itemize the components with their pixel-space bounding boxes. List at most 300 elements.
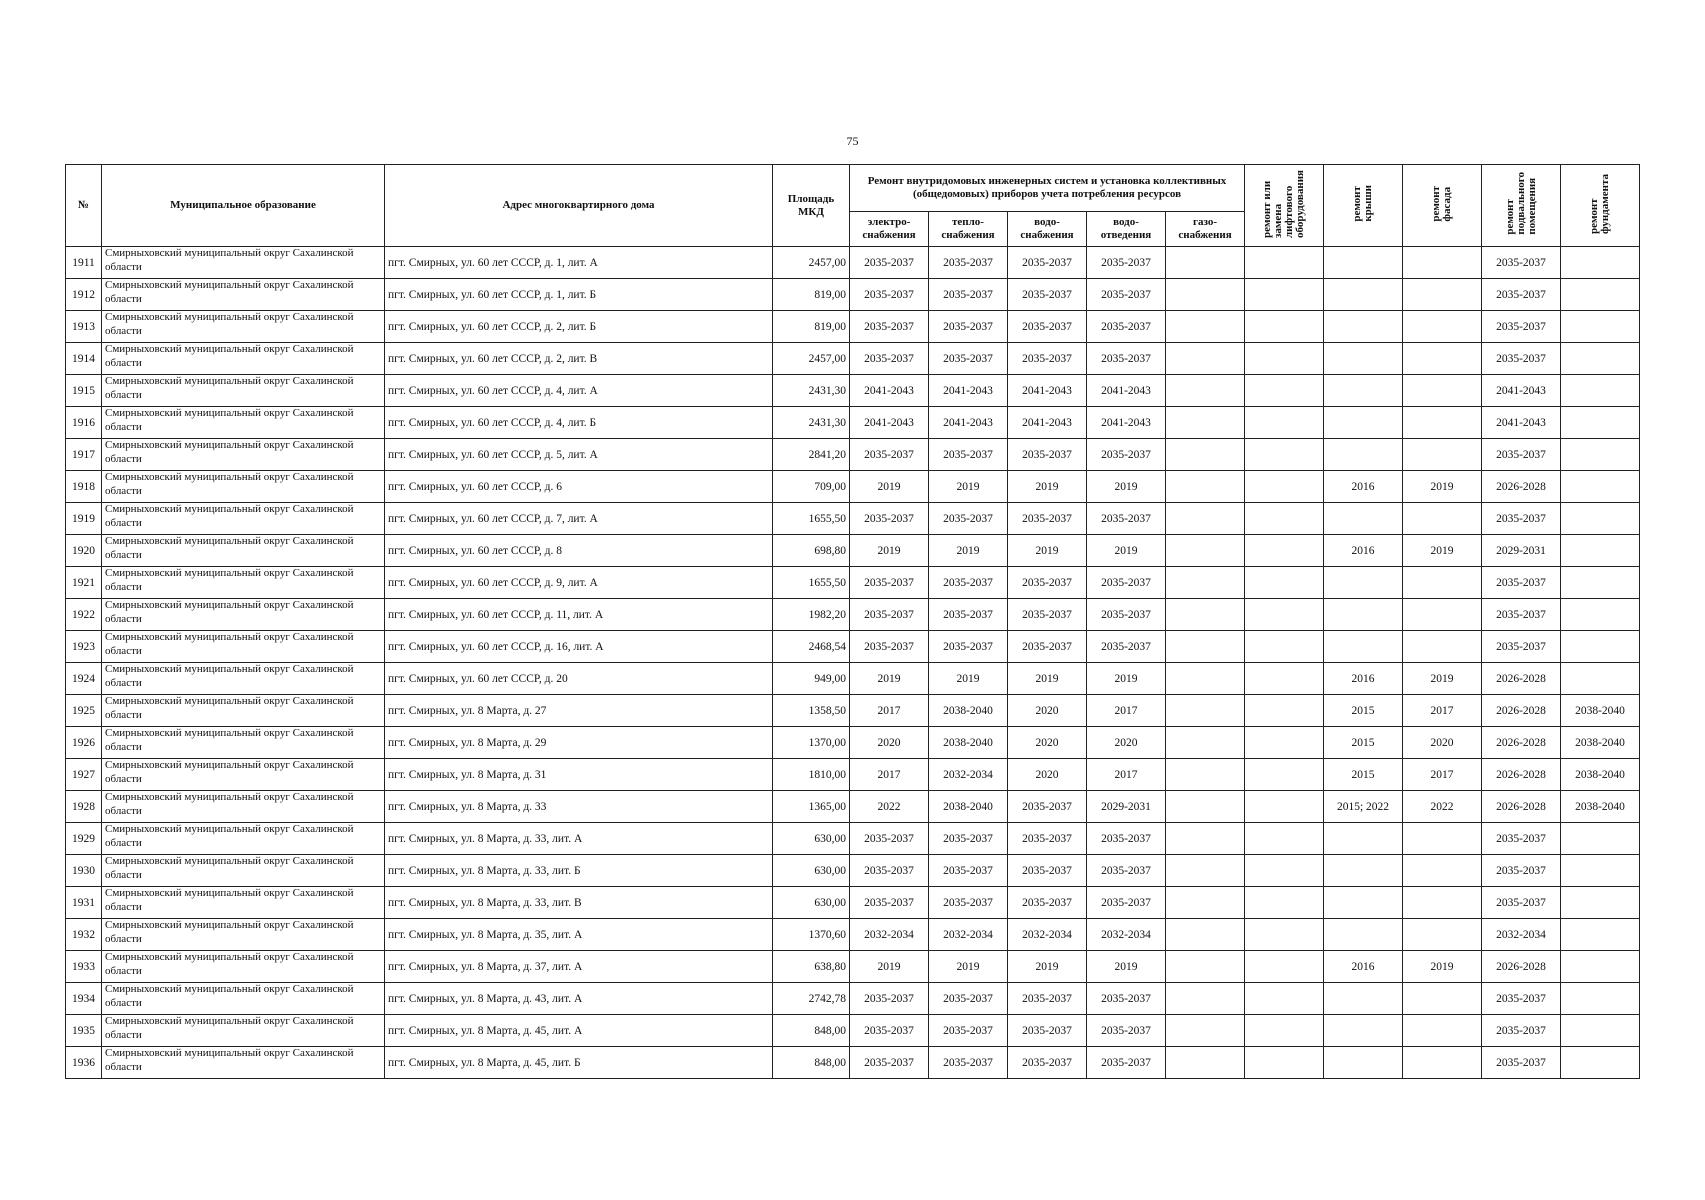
row-municipality: Смирныховский муниципальный округ Сахалинской области (102, 503, 385, 535)
row-water-supply: 2035-2037 (1008, 1047, 1087, 1079)
row-municipality: Смирныховский муниципальный округ Сахалинской области (102, 951, 385, 983)
row-municipality: Смирныховский муниципальный округ Сахалинской области (102, 311, 385, 343)
row-water-supply: 2035-2037 (1008, 855, 1087, 887)
row-basement: 2032-2034 (1482, 919, 1561, 951)
row-heating: 2041-2043 (929, 375, 1008, 407)
row-heating: 2019 (929, 471, 1008, 503)
row-water-disposal: 2035-2037 (1087, 983, 1166, 1015)
row-roof (1324, 1047, 1403, 1079)
header-water-disposal: водо-отведения (1087, 212, 1166, 247)
row-num: 1933 (66, 951, 102, 983)
row-foundation (1561, 311, 1640, 343)
row-num: 1936 (66, 1047, 102, 1079)
row-facade (1403, 279, 1482, 311)
row-basement: 2035-2037 (1482, 343, 1561, 375)
row-electricity: 2035-2037 (850, 247, 929, 279)
row-heating: 2035-2037 (929, 343, 1008, 375)
row-facade: 2019 (1403, 951, 1482, 983)
row-area: 2457,00 (773, 247, 850, 279)
row-elevator (1245, 439, 1324, 471)
row-electricity: 2035-2037 (850, 1047, 929, 1079)
row-num: 1912 (66, 279, 102, 311)
row-facade: 2017 (1403, 759, 1482, 791)
row-foundation (1561, 439, 1640, 471)
row-gas (1166, 599, 1245, 631)
row-heating: 2035-2037 (929, 311, 1008, 343)
row-water-disposal: 2035-2037 (1087, 599, 1166, 631)
repair-schedule-table (65, 164, 1640, 1079)
row-water-supply: 2019 (1008, 663, 1087, 695)
row-water-disposal: 2035-2037 (1087, 1015, 1166, 1047)
row-facade: 2019 (1403, 471, 1482, 503)
row-address: пгт. Смирных, ул. 60 лет СССР, д. 1, лит. А (385, 247, 773, 279)
row-basement: 2035-2037 (1482, 1047, 1561, 1079)
row-water-disposal: 2035-2037 (1087, 247, 1166, 279)
row-water-disposal: 2017 (1087, 759, 1166, 791)
row-gas (1166, 951, 1245, 983)
table-row (66, 311, 1640, 343)
row-heating: 2035-2037 (929, 247, 1008, 279)
row-roof: 2016 (1324, 535, 1403, 567)
row-water-supply: 2020 (1008, 759, 1087, 791)
table-row (66, 439, 1640, 471)
row-water-supply: 2035-2037 (1008, 439, 1087, 471)
row-area: 2841,20 (773, 439, 850, 471)
row-basement: 2035-2037 (1482, 599, 1561, 631)
row-facade: 2019 (1403, 535, 1482, 567)
row-basement: 2035-2037 (1482, 887, 1561, 919)
row-basement: 2035-2037 (1482, 503, 1561, 535)
row-municipality: Смирныховский муниципальный округ Сахалинской области (102, 439, 385, 471)
row-heating: 2035-2037 (929, 439, 1008, 471)
row-electricity: 2017 (850, 759, 929, 791)
row-foundation: 2038-2040 (1561, 727, 1640, 759)
row-num: 1935 (66, 1015, 102, 1047)
row-num: 1914 (66, 343, 102, 375)
row-foundation (1561, 247, 1640, 279)
row-area: 949,00 (773, 663, 850, 695)
row-address: пгт. Смирных, ул. 60 лет СССР, д. 16, лит. А (385, 631, 773, 663)
table-row (66, 503, 1640, 535)
row-basement: 2026-2028 (1482, 951, 1561, 983)
row-area: 698,80 (773, 535, 850, 567)
row-roof: 2015 (1324, 759, 1403, 791)
row-gas (1166, 471, 1245, 503)
row-address: пгт. Смирных, ул. 60 лет СССР, д. 7, лит. А (385, 503, 773, 535)
row-address: пгт. Смирных, ул. 60 лет СССР, д. 9, лит. А (385, 567, 773, 599)
row-roof (1324, 375, 1403, 407)
row-municipality: Смирныховский муниципальный округ Сахалинской области (102, 1015, 385, 1047)
page-number: 75 (846, 134, 859, 148)
row-gas (1166, 503, 1245, 535)
row-facade (1403, 887, 1482, 919)
row-municipality: Смирныховский муниципальный округ Сахалинской области (102, 535, 385, 567)
row-elevator (1245, 471, 1324, 503)
row-heating: 2035-2037 (929, 279, 1008, 311)
row-facade (1403, 823, 1482, 855)
row-basement: 2026-2028 (1482, 791, 1561, 823)
table-row (66, 823, 1640, 855)
row-municipality: Смирныховский муниципальный округ Сахалинской области (102, 407, 385, 439)
row-heating: 2032-2034 (929, 919, 1008, 951)
row-area: 1365,00 (773, 791, 850, 823)
row-water-supply: 2035-2037 (1008, 631, 1087, 663)
row-municipality: Смирныховский муниципальный округ Сахалинской области (102, 855, 385, 887)
row-gas (1166, 375, 1245, 407)
row-num: 1931 (66, 887, 102, 919)
row-facade (1403, 439, 1482, 471)
row-elevator (1245, 1015, 1324, 1047)
row-electricity: 2035-2037 (850, 311, 929, 343)
row-water-supply: 2035-2037 (1008, 311, 1087, 343)
row-address: пгт. Смирных, ул. 60 лет СССР, д. 4, лит. А (385, 375, 773, 407)
table-row (66, 727, 1640, 759)
row-electricity: 2020 (850, 727, 929, 759)
row-facade: 2020 (1403, 727, 1482, 759)
row-basement: 2035-2037 (1482, 983, 1561, 1015)
row-area: 1655,50 (773, 567, 850, 599)
row-electricity: 2022 (850, 791, 929, 823)
row-address: пгт. Смирных, ул. 8 Марта, д. 45, лит. А (385, 1015, 773, 1047)
row-elevator (1245, 535, 1324, 567)
row-num: 1924 (66, 663, 102, 695)
row-heating: 2035-2037 (929, 1047, 1008, 1079)
table-row (66, 343, 1640, 375)
row-water-supply: 2019 (1008, 951, 1087, 983)
row-municipality: Смирныховский муниципальный округ Сахалинской области (102, 727, 385, 759)
row-area: 819,00 (773, 279, 850, 311)
table-row (66, 663, 1640, 695)
row-basement: 2035-2037 (1482, 311, 1561, 343)
row-elevator (1245, 951, 1324, 983)
row-gas (1166, 759, 1245, 791)
row-municipality: Смирныховский муниципальный округ Сахалинской области (102, 1047, 385, 1079)
row-water-disposal: 2032-2034 (1087, 919, 1166, 951)
row-municipality: Смирныховский муниципальный округ Сахалинской области (102, 599, 385, 631)
row-area: 638,80 (773, 951, 850, 983)
row-area: 848,00 (773, 1047, 850, 1079)
row-heating: 2035-2037 (929, 823, 1008, 855)
row-area: 1982,20 (773, 599, 850, 631)
table-row (66, 887, 1640, 919)
row-municipality: Смирныховский муниципальный округ Сахалинской области (102, 247, 385, 279)
row-facade (1403, 631, 1482, 663)
table-row (66, 599, 1640, 631)
row-electricity: 2035-2037 (850, 343, 929, 375)
row-electricity: 2035-2037 (850, 855, 929, 887)
row-foundation (1561, 919, 1640, 951)
row-elevator (1245, 663, 1324, 695)
row-foundation (1561, 471, 1640, 503)
row-elevator (1245, 823, 1324, 855)
row-roof (1324, 407, 1403, 439)
table-row (66, 471, 1640, 503)
row-basement: 2035-2037 (1482, 247, 1561, 279)
row-gas (1166, 983, 1245, 1015)
row-municipality: Смирныховский муниципальный округ Сахалинской области (102, 279, 385, 311)
row-address: пгт. Смирных, ул. 8 Марта, д. 45, лит. Б (385, 1047, 773, 1079)
table-body (66, 247, 1640, 1079)
row-roof: 2016 (1324, 663, 1403, 695)
header-basement: ремонт подвального помещения (1482, 165, 1561, 247)
row-num: 1917 (66, 439, 102, 471)
row-num: 1921 (66, 567, 102, 599)
row-electricity: 2019 (850, 951, 929, 983)
row-gas (1166, 791, 1245, 823)
row-water-disposal: 2019 (1087, 471, 1166, 503)
row-basement: 2041-2043 (1482, 407, 1561, 439)
header-area: Площадь МКД (773, 165, 850, 247)
row-facade: 2019 (1403, 663, 1482, 695)
row-roof: 2015 (1324, 695, 1403, 727)
row-water-disposal: 2035-2037 (1087, 887, 1166, 919)
row-heating: 2041-2043 (929, 407, 1008, 439)
row-municipality: Смирныховский муниципальный округ Сахалинской области (102, 471, 385, 503)
row-municipality: Смирныховский муниципальный округ Сахалинской области (102, 823, 385, 855)
row-heating: 2038-2040 (929, 695, 1008, 727)
header-water-supply: водо-снабжения (1008, 212, 1087, 247)
row-roof (1324, 439, 1403, 471)
table-row (66, 535, 1640, 567)
row-water-supply: 2035-2037 (1008, 247, 1087, 279)
row-address: пгт. Смирных, ул. 60 лет СССР, д. 20 (385, 663, 773, 695)
table-row (66, 855, 1640, 887)
row-water-supply: 2032-2034 (1008, 919, 1087, 951)
table-row (66, 983, 1640, 1015)
row-heating: 2035-2037 (929, 599, 1008, 631)
row-heating: 2035-2037 (929, 567, 1008, 599)
row-gas (1166, 279, 1245, 311)
row-facade: 2017 (1403, 695, 1482, 727)
row-foundation (1561, 1047, 1640, 1079)
row-water-supply: 2041-2043 (1008, 407, 1087, 439)
row-heating: 2035-2037 (929, 855, 1008, 887)
row-area: 630,00 (773, 887, 850, 919)
row-basement: 2035-2037 (1482, 567, 1561, 599)
row-heating: 2035-2037 (929, 887, 1008, 919)
row-elevator (1245, 503, 1324, 535)
row-roof (1324, 567, 1403, 599)
row-basement: 2035-2037 (1482, 1015, 1561, 1047)
row-electricity: 2035-2037 (850, 567, 929, 599)
row-municipality: Смирныховский муниципальный округ Сахалинской области (102, 791, 385, 823)
row-electricity: 2035-2037 (850, 823, 929, 855)
row-gas (1166, 823, 1245, 855)
row-water-supply: 2035-2037 (1008, 567, 1087, 599)
row-water-disposal: 2035-2037 (1087, 311, 1166, 343)
row-gas (1166, 1015, 1245, 1047)
row-address: пгт. Смирных, ул. 8 Марта, д. 35, лит. А (385, 919, 773, 951)
row-num: 1930 (66, 855, 102, 887)
row-elevator (1245, 791, 1324, 823)
row-roof (1324, 599, 1403, 631)
row-electricity: 2035-2037 (850, 439, 929, 471)
row-facade (1403, 375, 1482, 407)
row-heating: 2032-2034 (929, 759, 1008, 791)
row-area: 2431,30 (773, 375, 850, 407)
table-row (66, 247, 1640, 279)
row-gas (1166, 311, 1245, 343)
row-facade (1403, 311, 1482, 343)
row-area: 848,00 (773, 1015, 850, 1047)
row-water-supply: 2035-2037 (1008, 887, 1087, 919)
row-facade (1403, 407, 1482, 439)
row-foundation (1561, 535, 1640, 567)
row-num: 1922 (66, 599, 102, 631)
row-facade (1403, 855, 1482, 887)
row-area: 1810,00 (773, 759, 850, 791)
row-foundation: 2038-2040 (1561, 791, 1640, 823)
row-address: пгт. Смирных, ул. 60 лет СССР, д. 4, лит. Б (385, 407, 773, 439)
row-water-supply: 2019 (1008, 535, 1087, 567)
table-row (66, 951, 1640, 983)
header-electricity: электро-снабжения (850, 212, 929, 247)
row-area: 1358,50 (773, 695, 850, 727)
row-roof: 2016 (1324, 471, 1403, 503)
row-water-disposal: 2035-2037 (1087, 343, 1166, 375)
row-roof (1324, 631, 1403, 663)
row-water-disposal: 2035-2037 (1087, 823, 1166, 855)
row-foundation (1561, 887, 1640, 919)
row-electricity: 2035-2037 (850, 631, 929, 663)
row-heating: 2019 (929, 663, 1008, 695)
row-basement: 2035-2037 (1482, 439, 1561, 471)
row-area: 709,00 (773, 471, 850, 503)
row-facade: 2022 (1403, 791, 1482, 823)
row-num: 1923 (66, 631, 102, 663)
table-row (66, 791, 1640, 823)
row-gas (1166, 663, 1245, 695)
row-address: пгт. Смирных, ул. 60 лет СССР, д. 2, лит. В (385, 343, 773, 375)
row-water-supply: 2035-2037 (1008, 503, 1087, 535)
row-area: 819,00 (773, 311, 850, 343)
row-num: 1925 (66, 695, 102, 727)
row-gas (1166, 887, 1245, 919)
header-elevator: ремонт или замена лифтового оборудования (1245, 165, 1324, 247)
row-water-supply: 2041-2043 (1008, 375, 1087, 407)
row-water-supply: 2035-2037 (1008, 1015, 1087, 1047)
row-address: пгт. Смирных, ул. 60 лет СССР, д. 6 (385, 471, 773, 503)
row-roof (1324, 919, 1403, 951)
row-water-disposal: 2035-2037 (1087, 631, 1166, 663)
row-foundation (1561, 663, 1640, 695)
row-foundation (1561, 631, 1640, 663)
row-basement: 2026-2028 (1482, 727, 1561, 759)
row-facade (1403, 503, 1482, 535)
row-gas (1166, 247, 1245, 279)
row-elevator (1245, 311, 1324, 343)
row-elevator (1245, 1047, 1324, 1079)
row-area: 630,00 (773, 855, 850, 887)
row-municipality: Смирныховский муниципальный округ Сахалинской области (102, 375, 385, 407)
row-basement: 2035-2037 (1482, 279, 1561, 311)
row-elevator (1245, 887, 1324, 919)
row-address: пгт. Смирных, ул. 60 лет СССР, д. 11, лит. А (385, 599, 773, 631)
row-water-disposal: 2035-2037 (1087, 439, 1166, 471)
row-area: 630,00 (773, 823, 850, 855)
row-area: 1370,60 (773, 919, 850, 951)
row-heating: 2035-2037 (929, 631, 1008, 663)
row-electricity: 2035-2037 (850, 983, 929, 1015)
row-municipality: Смирныховский муниципальный округ Сахалинской области (102, 983, 385, 1015)
row-elevator (1245, 983, 1324, 1015)
row-municipality: Смирныховский муниципальный округ Сахалинской области (102, 631, 385, 663)
row-water-disposal: 2035-2037 (1087, 567, 1166, 599)
row-roof (1324, 855, 1403, 887)
row-address: пгт. Смирных, ул. 60 лет СССР, д. 1, лит. Б (385, 279, 773, 311)
row-electricity: 2035-2037 (850, 599, 929, 631)
row-water-supply: 2035-2037 (1008, 599, 1087, 631)
row-electricity: 2035-2037 (850, 887, 929, 919)
row-roof: 2015 (1324, 727, 1403, 759)
row-gas (1166, 1047, 1245, 1079)
table-row (66, 1015, 1640, 1047)
row-gas (1166, 631, 1245, 663)
table-row (66, 695, 1640, 727)
row-electricity: 2035-2037 (850, 279, 929, 311)
header-roof: ремонт крыши (1324, 165, 1403, 247)
header-gas: газо-снабжения (1166, 212, 1245, 247)
row-gas (1166, 567, 1245, 599)
row-electricity: 2019 (850, 471, 929, 503)
row-num: 1916 (66, 407, 102, 439)
row-municipality: Смирныховский муниципальный округ Сахалинской области (102, 663, 385, 695)
row-water-disposal: 2035-2037 (1087, 855, 1166, 887)
row-area: 2468,54 (773, 631, 850, 663)
table-row (66, 567, 1640, 599)
row-address: пгт. Смирных, ул. 8 Марта, д. 33, лит. Б (385, 855, 773, 887)
row-electricity: 2041-2043 (850, 407, 929, 439)
row-roof (1324, 343, 1403, 375)
row-foundation (1561, 823, 1640, 855)
row-elevator (1245, 855, 1324, 887)
row-gas (1166, 919, 1245, 951)
row-num: 1919 (66, 503, 102, 535)
row-facade (1403, 343, 1482, 375)
row-num: 1926 (66, 727, 102, 759)
row-num: 1915 (66, 375, 102, 407)
row-water-disposal: 2035-2037 (1087, 279, 1166, 311)
row-basement: 2029-2031 (1482, 535, 1561, 567)
row-municipality: Смирныховский муниципальный округ Сахалинской области (102, 567, 385, 599)
row-roof (1324, 503, 1403, 535)
row-address: пгт. Смирных, ул. 8 Марта, д. 31 (385, 759, 773, 791)
row-water-supply: 2035-2037 (1008, 791, 1087, 823)
row-num: 1934 (66, 983, 102, 1015)
row-address: пгт. Смирных, ул. 8 Марта, д. 33, лит. А (385, 823, 773, 855)
row-elevator (1245, 375, 1324, 407)
row-heating: 2019 (929, 951, 1008, 983)
row-electricity: 2032-2034 (850, 919, 929, 951)
row-elevator (1245, 247, 1324, 279)
row-num: 1932 (66, 919, 102, 951)
row-foundation (1561, 855, 1640, 887)
table-row (66, 279, 1640, 311)
row-basement: 2035-2037 (1482, 631, 1561, 663)
row-area: 2431,30 (773, 407, 850, 439)
row-address: пгт. Смирных, ул. 8 Марта, д. 29 (385, 727, 773, 759)
row-facade (1403, 599, 1482, 631)
header-municipality: Муниципальное образование (102, 165, 385, 247)
row-heating: 2035-2037 (929, 1015, 1008, 1047)
header-foundation: ремонт фундамента (1561, 165, 1640, 247)
row-area: 2742,78 (773, 983, 850, 1015)
row-elevator (1245, 695, 1324, 727)
row-electricity: 2035-2037 (850, 503, 929, 535)
row-elevator (1245, 567, 1324, 599)
row-foundation (1561, 599, 1640, 631)
row-gas (1166, 727, 1245, 759)
